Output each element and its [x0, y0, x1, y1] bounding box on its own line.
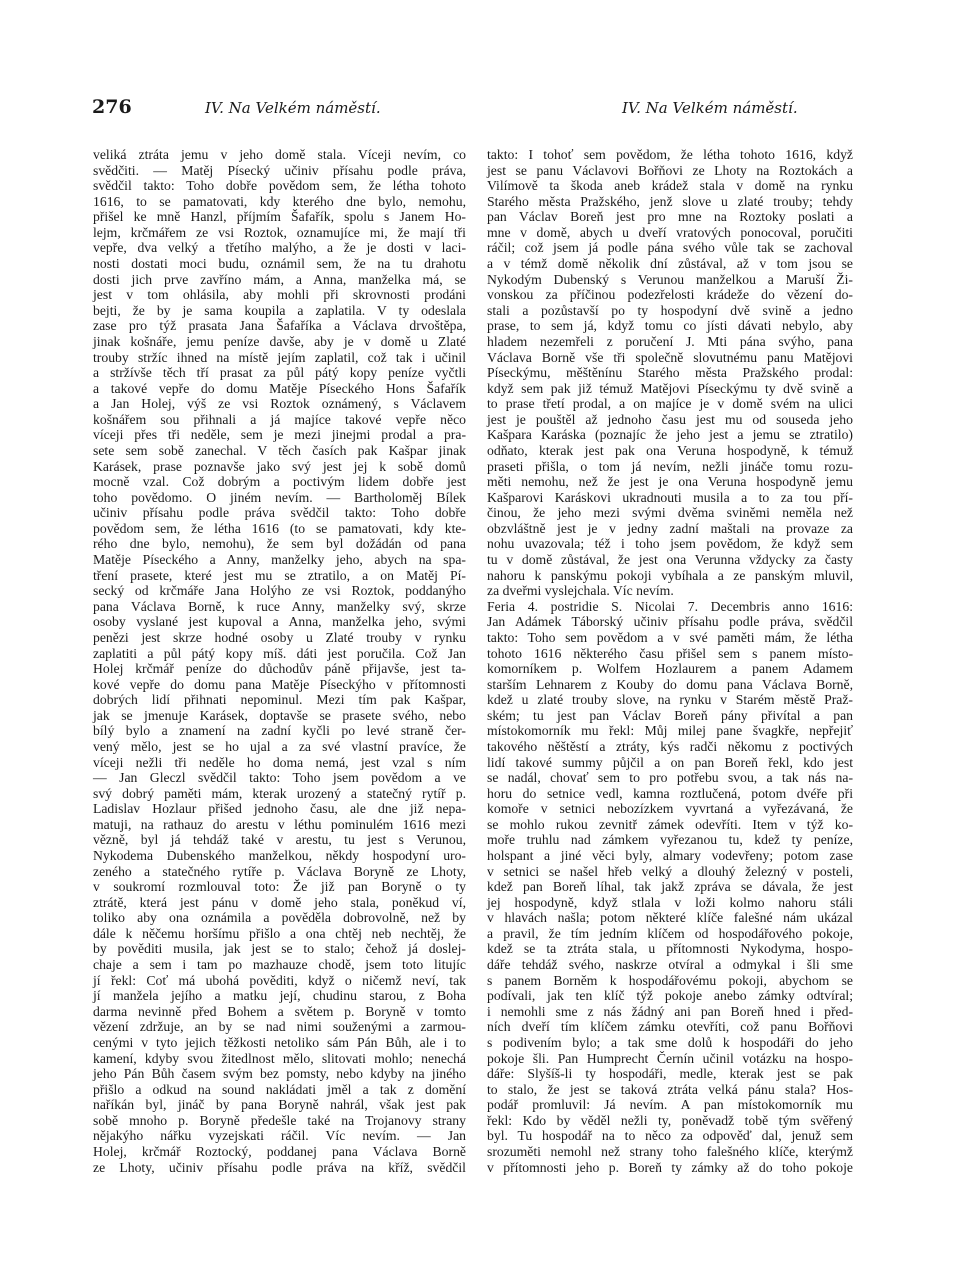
text-line: přišel ke mně Hanzl, příjmím Šafařík, spolu s Janem Ho- [93, 209, 466, 225]
text-line: dosti jich prve zavříno mám, a Anna, manželka má, se [93, 271, 466, 287]
text-line: se mohlo rukou zevnitř zámek odevříti. Item v týž ko- [487, 816, 853, 832]
text-line: mocně vzal. Což dobrým a poctivým lidem dobře jest [93, 474, 466, 490]
text-line: zaplatiti a půl pátý kopy míš. dáti jest poručila. Což Jan [93, 645, 466, 661]
text-line: tohoto 1616 některého času přišel sem s panem místo- [487, 645, 853, 661]
text-line: naříkán byl, jináč by pana Boryně nahrál, však jest pak [93, 1097, 466, 1113]
text-line: Nykodema Dubenského manželkou, někdy hospodyní uro- [93, 848, 466, 864]
text-line: svědčil takto: Toho dobře povědom sem, že létha tohoto [93, 178, 466, 194]
text-line: svědčiti. — Matěj Písecký učiniv přísahu podle práva, [93, 162, 466, 178]
text-line: srozuměti nemohl než strany toho falešného klíče, kterýmž [487, 1144, 853, 1159]
text-line: víceji přes tři neděle, sem je mezi jinejmi prodal a pra- [93, 427, 466, 443]
text-line: jest je pouštěl až jednoho času jest mu od souseda jeho [487, 411, 853, 427]
text-line: ze Lhoty, učiniv přísahu podle práva na kříž, svědčil [93, 1159, 466, 1175]
right-text-column [487, 147, 853, 1175]
text-line: kdež se ta ztráta stala, u přítomnosti Nykodyma, hospo- [487, 941, 853, 957]
text-line: Nykodým Dubenský s Verunou manželkou a Maruší Ži- [487, 271, 853, 287]
text-line: tření prasete, které jest mu se ztratilo, a on Matěj Pí- [93, 567, 466, 583]
text-line: ském; tu jest pan Václav Boreň pány přivítal a pan [487, 707, 853, 723]
text-line: a takové vepře do domu Matěje Píseckého Hons Šafařík [93, 380, 466, 396]
text-line: v hlavách našla; potom některé klíče falešné nám ukázal [487, 910, 853, 926]
text-line: v setnici se našel hřeb velký a dlouhý železný v posteli, [487, 863, 853, 879]
text-line: řekl: Kdo by věděl nežli ty, poněvadž tobě tým svěřený [487, 1112, 853, 1128]
text-line: kamení, kdyby svou žitedlnost mělo, slitovati mohlo; nenechá [93, 1050, 466, 1066]
text-line: to prase třetí prodal, a on majíce je v domě svém na ulici [487, 396, 853, 412]
text-line: Ladislav Hozlaur přišed jednoho času, ale dne již nepa- [93, 801, 466, 817]
text-line: toho povědomo. O jiném nevím. — Bartholoměj Bílek [93, 489, 466, 505]
text-line: mne v domě, abych u dveří vratových ponocoval, poručiti [487, 224, 853, 240]
text-line: Kašparovi Karáskovi ukradnouti musila a to za tou pří- [487, 489, 853, 505]
text-line: dále k něčemu horšímu přišlo a ona chtěj neb nechtěj, že [93, 925, 466, 941]
text-line: dáře tehdáž svého, naskrze otvíral a odmykal i šli sme [487, 957, 853, 973]
page-number: 276 [92, 96, 132, 118]
text-line: jeho Pán Bůh časem svým bez pomsty, nebo kdyby na jiného [93, 1066, 466, 1082]
text-line: Kašpara Karáska (poznajíc že jeho jest a jemu se ztratilo) [487, 427, 853, 443]
text-line: povědom sem, že létha 1616 (to se pamatovati, kdy kte- [93, 520, 466, 536]
text-line: Vilímově ta škoda aneb krádež stala v domě na rynku [487, 178, 853, 194]
text-line: zase pro týž prasata Jana Šafaříka a Václava drvoštěpa, [93, 318, 466, 334]
text-line: matuji, na rathauz do arestu v léthu pominulém 1616 mezi [93, 816, 466, 832]
text-line: a Jan Holej, výš ze vsi Roztok oznámený, s Václavem [93, 396, 466, 412]
text-line: v soukromí rozmlouval toto: Že již pan Boryně o ty [93, 879, 466, 895]
text-line: pokoje šli. Pan Humprecht Černín učinil votázku na hospo- [487, 1050, 853, 1066]
text-line: zeného a statečného rytíře p. Václava Boryně ze Lhoty, [93, 863, 466, 879]
text-line: 1616, to se pamatovati, kdy kterého dne bylo, nemohu, [93, 193, 466, 209]
text-line: hladem nezemřeli z poručení J. Mti pána svýho, pana [487, 333, 853, 349]
text-line: Holej, krčmář Roztocký, poddanej pana Václava Borně [93, 1144, 466, 1159]
text-line: kdež pan Boreň líhal, tak jakž zpráva se dávala, že jest [487, 879, 853, 895]
text-line: veliká ztráta jemu v jeho domě stala. Víceji nevím, co [93, 147, 466, 162]
text-line: jak se jmenuje Karásek, doptavše se prasete svého, nebo [93, 707, 466, 723]
text-line: takto: I tohoť sem povědom, že létha tohoto 1616, když [487, 147, 853, 162]
text-line: pana Václava Borně, k ruce Anny, manželky svý, skrze [93, 598, 466, 614]
text-line: Holej krčmář peníze do důchodův páně přijavše, jest ta- [93, 661, 466, 677]
text-line: holspant a jiné věci byly, almary vodevřeny; potom zase [487, 848, 853, 864]
text-line: vepře, dva velký a třetího malýho, a že je dosti v laci- [93, 240, 466, 256]
text-line: starším Lehnarem z Kouby do domu pana Václava Borně, [487, 676, 853, 692]
text-line: takového něštěstí a ztráty, kýs radči někomu z poctivých [487, 738, 853, 754]
text-line: činou, že jeho mezi svými dvěma sviněmi neměla než [487, 505, 853, 521]
text-line: Starého města Pražského, jenž slove u zlaté trouby; tehdy [487, 193, 853, 209]
text-line: Feria 4. postridie S. Nicolai 7. Decembris anno 1616: [487, 598, 853, 614]
text-line: nosti dostati moci budu, oznámil sem, že na tu drahotu [93, 256, 466, 272]
text-line: a pravil, že tím jedním klíčem od hospodářového pokoje, [487, 925, 853, 941]
running-title-left: IV. Na Velkém náměstí. [205, 99, 381, 117]
text-line: prase, to sem já, když tomu co jísti dávati nebylo, aby [487, 318, 853, 334]
text-line: lidí takové summy půjčil a on pan Boreň řekl, kdo jest [487, 754, 853, 770]
text-line: tu v domě zůstával, že jest ona Verunna vždycky za časty [487, 552, 853, 568]
text-line: přišlo a odkud na sound nakládati jměl a tak z domění [93, 1081, 466, 1097]
text-line: vězně, byl já tehdáž také v arestu, tu jest s Verunou, [93, 832, 466, 848]
text-line: moře truhlu nad zámkem vyřezanou tu, kdež ty peníze, [487, 832, 853, 848]
text-line: dáře: Slyšíš-li ty hospodáři, medle, kterak jest se pak [487, 1066, 853, 1082]
text-line: vězení zdržuje, an by se nad nimi souženými a zarmou- [93, 1019, 466, 1035]
text-line: podívali, jak ten klíč týž pokoje anebo zámky odtvíral; [487, 988, 853, 1004]
text-line: secký od krčmáře Jana Holýho ze vsi Roztok, poddanýho [93, 583, 466, 599]
text-line: dobrých lidí přihnati nepominul. Mezi tím pak Kašpar, [93, 692, 466, 708]
text-line: jí manžela jejího a matku její, chudinu starou, z Boha [93, 988, 466, 1004]
text-line: s podivením bylo; a tak sme dolů k hospodáři do jeho [487, 1034, 853, 1050]
text-line: jest v tom ohlásila, aby mohli při skrovnosti prodáni [93, 287, 466, 303]
text-line: stali a pozůstavší po ty hospodyní dvě svině a jedno [487, 302, 853, 318]
text-line: a v témž domě několik dní zůstával, až v tom jsou se [487, 256, 853, 272]
text-line: bejti, že by je sama koupila a zaplatila. V ty odeslala [93, 302, 466, 318]
text-line: sobě mnoho p. Boryně předešle také na Trojanovy strany [93, 1112, 466, 1128]
text-line: vený mělo, jest se ho ujal a za své vlastní pravíce, že [93, 738, 466, 754]
text-line: by pověditi musila, jak jest se to stalo; čehož já doslej- [93, 941, 466, 957]
text-line: komoře v setnici nebozízkem vyvrtaná a vyřezávaná, že [487, 801, 853, 817]
text-line: ních dveří tím klíčem zámku otevříti, což panu Bořňovi [487, 1019, 853, 1035]
text-line: Matěje Píseckého a Anny, manželky jeho, abych na spa- [93, 552, 466, 568]
text-line: svý dobrý paměti mám, kterak urozený a statečný rytíř p. [93, 785, 466, 801]
text-line: a stržívše těch tří prasat za půl pátý kopy peníze vyčtli [93, 365, 466, 381]
text-line: měti nemohu, než že jest je ona Veruna hospodyně jemu [487, 474, 853, 490]
text-line: za dveřmi vyslejchala. Víc nevím. [487, 583, 674, 599]
text-line: nějakýho nářku vyzejskati ráčil. Víc nevím. — Jan [93, 1128, 466, 1144]
text-line: když sem pak již témuž Matějovi Píseckýmu ty dvě svině a [487, 380, 853, 396]
running-title-right: IV. Na Velkém náměstí. [622, 99, 798, 117]
text-line: komorníkem p. Wolfem Hozlaurem a panem Adamem [487, 661, 853, 677]
text-line: penězi jest skrze hodné osoby u Zlaté trouby v rynku [93, 629, 466, 645]
text-line: rého dne bylo, nemohu), že sem byl dožádán od pana [93, 536, 466, 552]
text-line: bílý bylo a znamení na zadní kyčli po levé straně čer- [93, 723, 466, 739]
text-line: odňato, kterak jest pak ona Veruna hospodyně, k témuž [487, 442, 853, 458]
text-line: jinak košnáře, jemu peníze davše, aby je v domě u Zlaté [93, 333, 466, 349]
text-line: nahoru k panskýmu pokoji vybíhala a ze panským mluvil, [487, 567, 853, 583]
text-line: takto: Toho sem povědom a v své paměti mám, že létha [487, 629, 853, 645]
text-line: v přítomnosti jeho p. Boreň ty zámky až do toho pokoje [487, 1159, 853, 1175]
text-line: Karásek, prase poznavše jako svý jest jej k sobě domů [93, 458, 466, 474]
text-line: i nemohli sme z nás žádný ani pan Boreň hned i před- [487, 1003, 853, 1019]
text-line: trouby stržíc ihned na místě jejím zaplatil, což tak i učinil [93, 349, 466, 365]
text-line: — Jan Gleczl svědčil takto: Toho jsem povědom a ve [93, 770, 466, 786]
text-line: sete sem sobě zanechal. V těch časích pak Kašpar jinak [93, 442, 466, 458]
text-line: obzvláštně jest je v jedny zadní maštali na provaze za [487, 520, 853, 536]
text-line: darma nevinně před Bohem a světem p. Boryně v tomto [93, 1003, 466, 1019]
text-line: jej hospodyně, když stlala v loži kolmo nahoru stáli [487, 894, 853, 910]
text-line: jí řekl: Coť má ubohá pověditi, když o ničemž neví, tak [93, 972, 466, 988]
text-line: Václava Borně vše tři společně slovutnému panu Matějovi [487, 349, 853, 365]
text-line: Jan Adámek Táborský učiniv přísahu podle práva, svědčil [487, 614, 853, 630]
text-line: jest se panu Václavovi Bořňovi ze Lhoty na Roztokách a [487, 162, 853, 178]
text-line: ráčil; což jsem já podle pána svého vůle tak se zachoval [487, 240, 853, 256]
text-line: praseti přišla, o tom já nevím, nežli jináče tomu rozu- [487, 458, 853, 474]
text-line: košnářem sou přihnali a já majíce takové vepře něco [93, 411, 466, 427]
text-line: osoby vyslané jest kupoval a Anna, manželka jeho, svými [93, 614, 466, 630]
text-line: lejm, krčmářem ze vsi Roztok, oznamujíce mi, že mají tři [93, 224, 466, 240]
text-line: víceji nežli tři neděle ho doma nemá, jest vzal s ním [93, 754, 466, 770]
page-header [92, 96, 882, 122]
text-line: s panem Borněm k hospodářovému pokoji, abychom se [487, 972, 853, 988]
text-line: učiniv přísahu podle práva svědčil takto: Toho dobře [93, 505, 466, 521]
text-line: chaje a sem i tam po mazhauze chodě, jsem toto litujíc [93, 957, 466, 973]
left-text-column [93, 147, 466, 1175]
text-line: kdež u zlaté trouby slove, na rynku v Starém městě Praž- [487, 692, 853, 708]
text-line: byl. Tu hospodář na to něco za odpověď dal, jenuž sem [487, 1128, 853, 1144]
text-line: se nadál, chovať sem to pro potřebu svou, a tak nás na- [487, 770, 853, 786]
text-line: nohu uvazovala; též i toho jsem povědom, že když sem [487, 536, 853, 552]
text-line: Píseckýmu, měštěnínu Starého města Pražského prodal: [487, 365, 853, 381]
text-line: pan Václav Boreň jest pro mne na Roztoky poslati a [487, 209, 853, 225]
text-line: horu do setnice vedl, kamna roztlučená, potom dvéře při [487, 785, 853, 801]
text-line: cenými v tyto jejich těžkosti netoliko sám Pán Bůh, ale i to [93, 1034, 466, 1050]
text-line: kové vepře do domu pana Matěje Píseckýho v přítomnosti [93, 676, 466, 692]
text-line: podář promluvil: Já nevím. A pan místokomorník mu [487, 1097, 853, 1113]
text-line: toliko aby ona oznámila a pověděla dobrovolně, než by [93, 910, 466, 926]
text-line: to stalo, že jest se taková ztráta velká pánu stala? Hos- [487, 1081, 853, 1097]
text-line: vonskou za příčinou podezřelosti krádeže do vězení do- [487, 287, 853, 303]
text-line: ztrátě, která jest pánu v domě jeho stala, poněkud ví, [93, 894, 466, 910]
text-line: místokomorník mu řekl: Můj milej pane švagkře, nepřejiť [487, 723, 853, 739]
